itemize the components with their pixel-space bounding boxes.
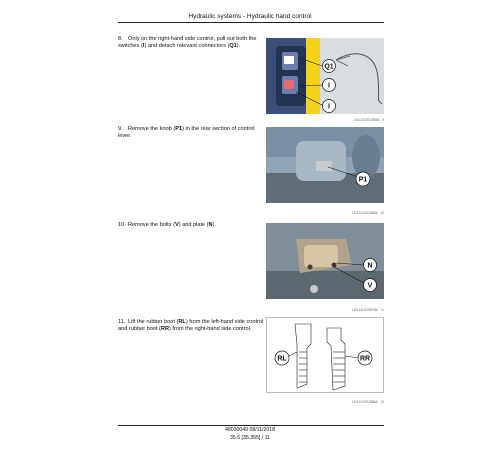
step-8: 8. Only on the right-hand side control, pull out both the switches (I) and detach relevant connectors (Q1). bbox=[118, 36, 257, 50]
svg-text:RR: RR bbox=[359, 355, 371, 363]
figure-11-plate-photo bbox=[266, 223, 384, 299]
svg-text:Q1: Q1 bbox=[324, 63, 334, 71]
callout-p1 bbox=[356, 172, 370, 186]
callout-rl bbox=[275, 351, 289, 365]
figure-11-caption: LEIL14CE0287BA 11 bbox=[352, 308, 384, 312]
svg-text:N: N bbox=[367, 262, 373, 270]
figure-12-caption: LEIL14CE0288BA 12 bbox=[351, 400, 384, 404]
figure-10-caption: LEIL14CE0286BA 10 bbox=[351, 211, 384, 215]
step-11: 11. Lift the rubber boot (RL) from the left-hand side control and rubber boot (RR) from the right-hand side control. bbox=[118, 319, 264, 333]
figure-12-boot-drawing bbox=[266, 317, 384, 393]
figure-10-knob-photo bbox=[266, 127, 384, 203]
header-divider bbox=[118, 22, 384, 23]
figure-9-switch-photo bbox=[266, 38, 384, 114]
svg-text:P1: P1 bbox=[358, 176, 368, 184]
step-number: 8. bbox=[118, 36, 123, 42]
page-header-title: Hydraulic systems - Hydraulic hand control bbox=[188, 13, 312, 20]
step-number: 9. bbox=[118, 126, 123, 132]
footer-doc-ref: 48030049 08/11/2018 bbox=[224, 427, 276, 433]
svg-text:I: I bbox=[328, 82, 330, 90]
callout-i-upper bbox=[323, 79, 336, 92]
step-number: 10. bbox=[118, 222, 126, 228]
callout-n bbox=[364, 259, 377, 272]
svg-text:I: I bbox=[328, 103, 330, 111]
footer-divider bbox=[118, 425, 384, 426]
step-number: 11. bbox=[118, 319, 126, 325]
svg-text:V: V bbox=[367, 282, 373, 290]
svg-text:RL: RL bbox=[277, 355, 287, 363]
callout-v bbox=[364, 279, 377, 292]
callout-i-lower bbox=[323, 100, 336, 113]
callout-rr bbox=[358, 351, 372, 365]
step-10: 10. Remove the bolts (V) and plate (N). bbox=[118, 222, 217, 228]
figure-9-caption: LEIL14CE0285BA 9 bbox=[353, 118, 384, 122]
step-9: 9. Remove the knob (P1) in the rear section of control lever. bbox=[118, 126, 255, 140]
callout-q1 bbox=[323, 60, 336, 73]
footer-page-number: 35.6 [35.355] / 11 bbox=[230, 435, 270, 441]
